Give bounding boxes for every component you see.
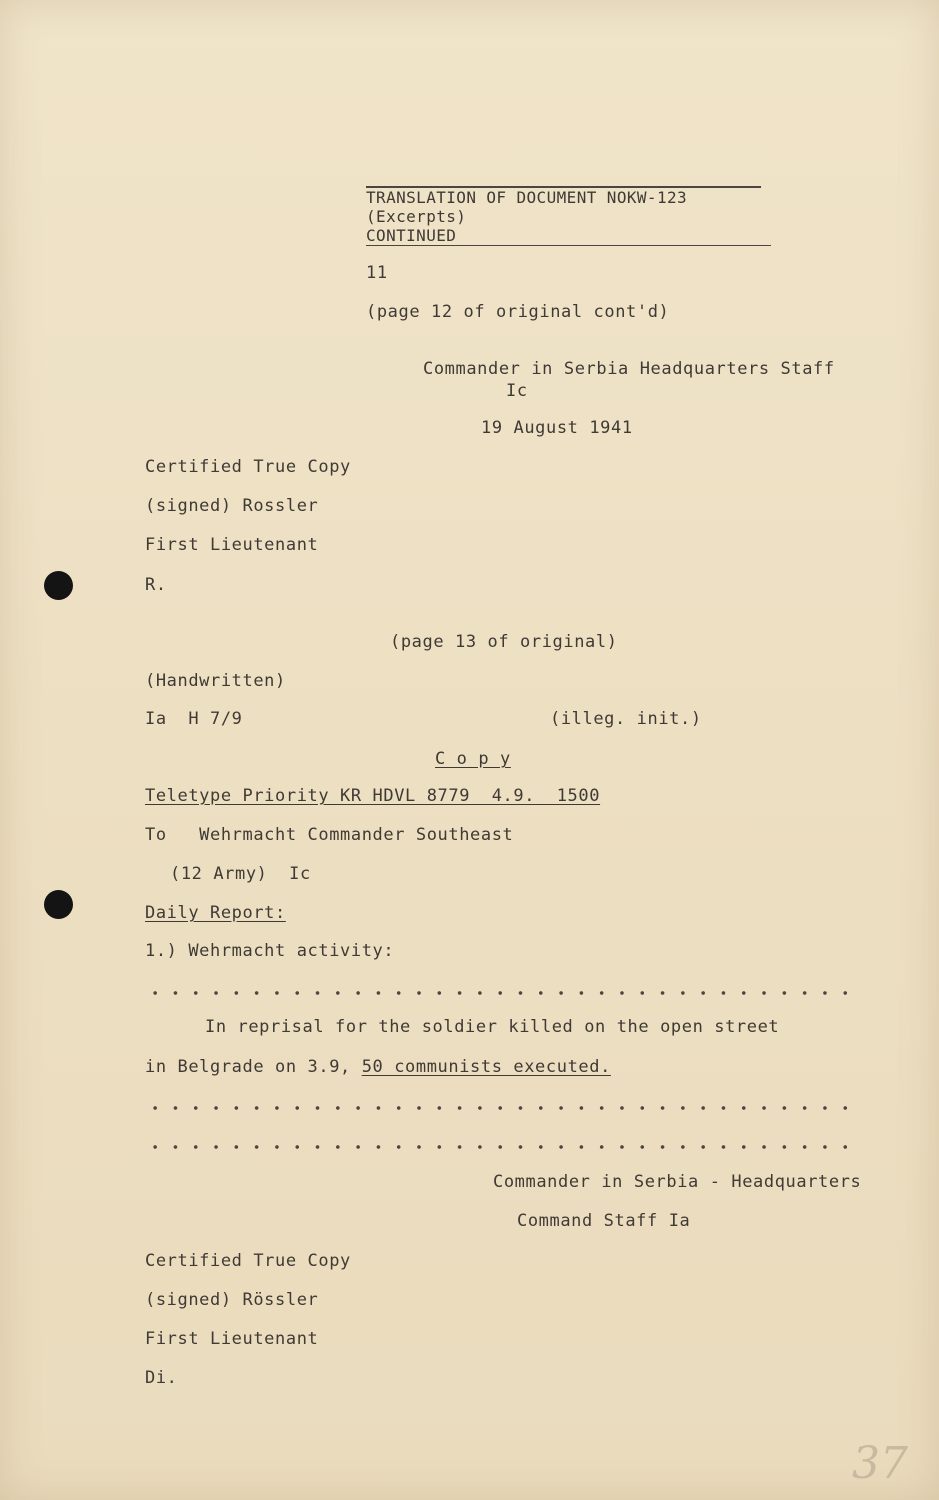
document-header	[366, 186, 771, 246]
page-12-reference: (page 12 of original cont'd)	[366, 302, 670, 322]
elision-dots	[145, 1145, 855, 1149]
typist-initial-2: Di.	[145, 1368, 178, 1388]
signer-rank: First Lieutenant	[145, 535, 319, 555]
handwritten-page-number: 37	[852, 1438, 908, 1489]
typist-initial: R.	[145, 575, 167, 595]
reprisal-prefix: in Belgrade on 3.9,	[145, 1057, 362, 1077]
header-continued: CONTINUED	[366, 226, 457, 245]
signer-rank-2: First Lieutenant	[145, 1329, 319, 1349]
signature-section: Ic	[506, 381, 528, 401]
daily-report-heading: Daily Report:	[145, 903, 286, 923]
header-excerpts: (Excerpts)	[366, 207, 467, 226]
punch-hole	[44, 890, 73, 919]
copy-heading: C o p y	[435, 749, 511, 769]
army-line: (12 Army) Ic	[170, 864, 311, 884]
header-bottom-rule	[366, 245, 771, 246]
closing-organization: Commander in Serbia - Headquarters	[493, 1172, 862, 1192]
header-title: TRANSLATION OF DOCUMENT NOKW-123	[366, 188, 688, 207]
signature-date: 19 August 1941	[481, 418, 633, 438]
teletype-line: Teletype Priority KR HDVL 8779 4.9. 1500	[145, 786, 601, 806]
reprisal-text-line2	[145, 1057, 611, 1077]
signed-name-2: (signed) Rössler	[145, 1290, 319, 1310]
item-wehrmacht-activity: 1.) Wehrmacht activity:	[145, 941, 395, 961]
illegible-initials: (illeg. init.)	[550, 709, 702, 729]
reprisal-executions: 50 communists executed.	[361, 1057, 611, 1077]
page-13-reference: (page 13 of original)	[390, 632, 618, 652]
recipient-line: To Wehrmacht Commander Southeast	[145, 825, 514, 845]
closing-staff: Command Staff Ia	[517, 1211, 691, 1231]
page-ref-number: 11	[366, 263, 388, 283]
elision-dots	[145, 991, 855, 995]
certified-copy-label: Certified True Copy	[145, 457, 351, 477]
ia-reference: Ia H 7/9	[145, 709, 243, 729]
signed-name: (signed) Rossler	[145, 496, 319, 516]
certified-copy-label-2: Certified True Copy	[145, 1251, 351, 1271]
signature-organization: Commander in Serbia Headquarters Staff	[423, 359, 835, 379]
handwritten-note: (Handwritten)	[145, 671, 286, 691]
reprisal-text-line1: In reprisal for the soldier killed on the open street	[205, 1017, 780, 1037]
elision-dots	[145, 1106, 855, 1110]
punch-hole	[44, 571, 73, 600]
